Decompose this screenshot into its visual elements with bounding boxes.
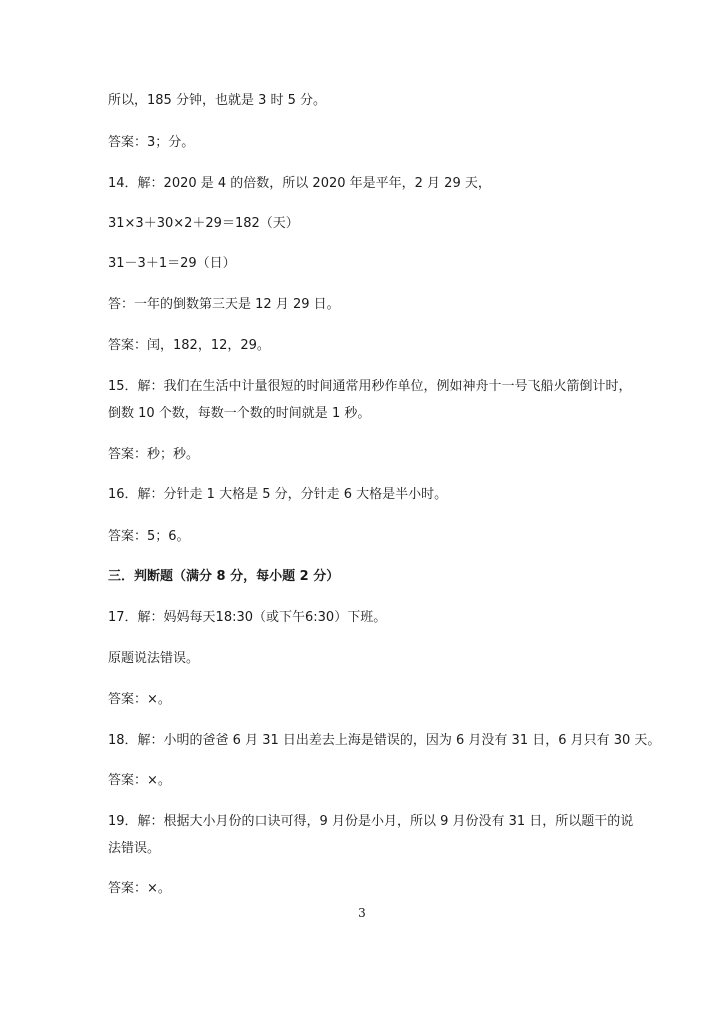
text-line-12: 答案：5；6。 xyxy=(108,529,190,544)
text-line-4: 31×3＋30×2＋29＝182（天） xyxy=(108,216,299,231)
text-line-14: 17．解：妈妈每天18:30（或下午6:30）下班。 xyxy=(108,610,387,625)
text-line-21: 答案：×。 xyxy=(108,881,171,896)
text-line-17: 18．解：小明的爸爸 6 月 31 日出差去上海是错误的，因为 6 月没有 31 日，6 月只有 30 天。 xyxy=(108,733,661,748)
text-line-1: 所以，185 分钟，也就是 3 时 5 分。 xyxy=(108,93,327,108)
text-line-15: 原题说法错误。 xyxy=(108,651,200,666)
text-line-19: 19．解：根据大小月份的口诀可得，9 月份是小月，所以 9 月份没有 31 日，所以题干的说 xyxy=(108,814,634,829)
text-line-5: 31－3＋1＝29（日） xyxy=(108,256,236,271)
text-line-18: 答案：×。 xyxy=(108,773,171,788)
section-heading: 三．判断题（满分 8 分，每小题 2 分） xyxy=(108,569,340,584)
text-line-10: 答案：秒；秒。 xyxy=(108,447,200,462)
text-line-9: 倒数 10 个数，每数一个数的时间就是 1 秒。 xyxy=(108,406,371,421)
page-number: 3 xyxy=(358,906,366,920)
text-line-6: 答：一年的倒数第三天是 12 月 29 日。 xyxy=(108,297,340,312)
text-line-20: 法错误。 xyxy=(108,841,161,856)
text-line-7: 答案：闰，182，12，29。 xyxy=(108,338,270,353)
text-line-3: 14．解：2020 是 4 的倍数，所以 2020 年是平年，2 月 29 天， xyxy=(108,176,491,191)
text-line-8: 15．解：我们在生活中计量很短的时间通常用秒作单位，例如神舟十一号飞船火箭倒计时， xyxy=(108,379,632,394)
text-line-2: 答案：3；分。 xyxy=(108,135,195,150)
text-line-16: 答案：×。 xyxy=(108,692,171,707)
text-line-11: 16．解：分针走 1 大格是 5 分，分针走 6 大格是半小时。 xyxy=(108,487,448,502)
